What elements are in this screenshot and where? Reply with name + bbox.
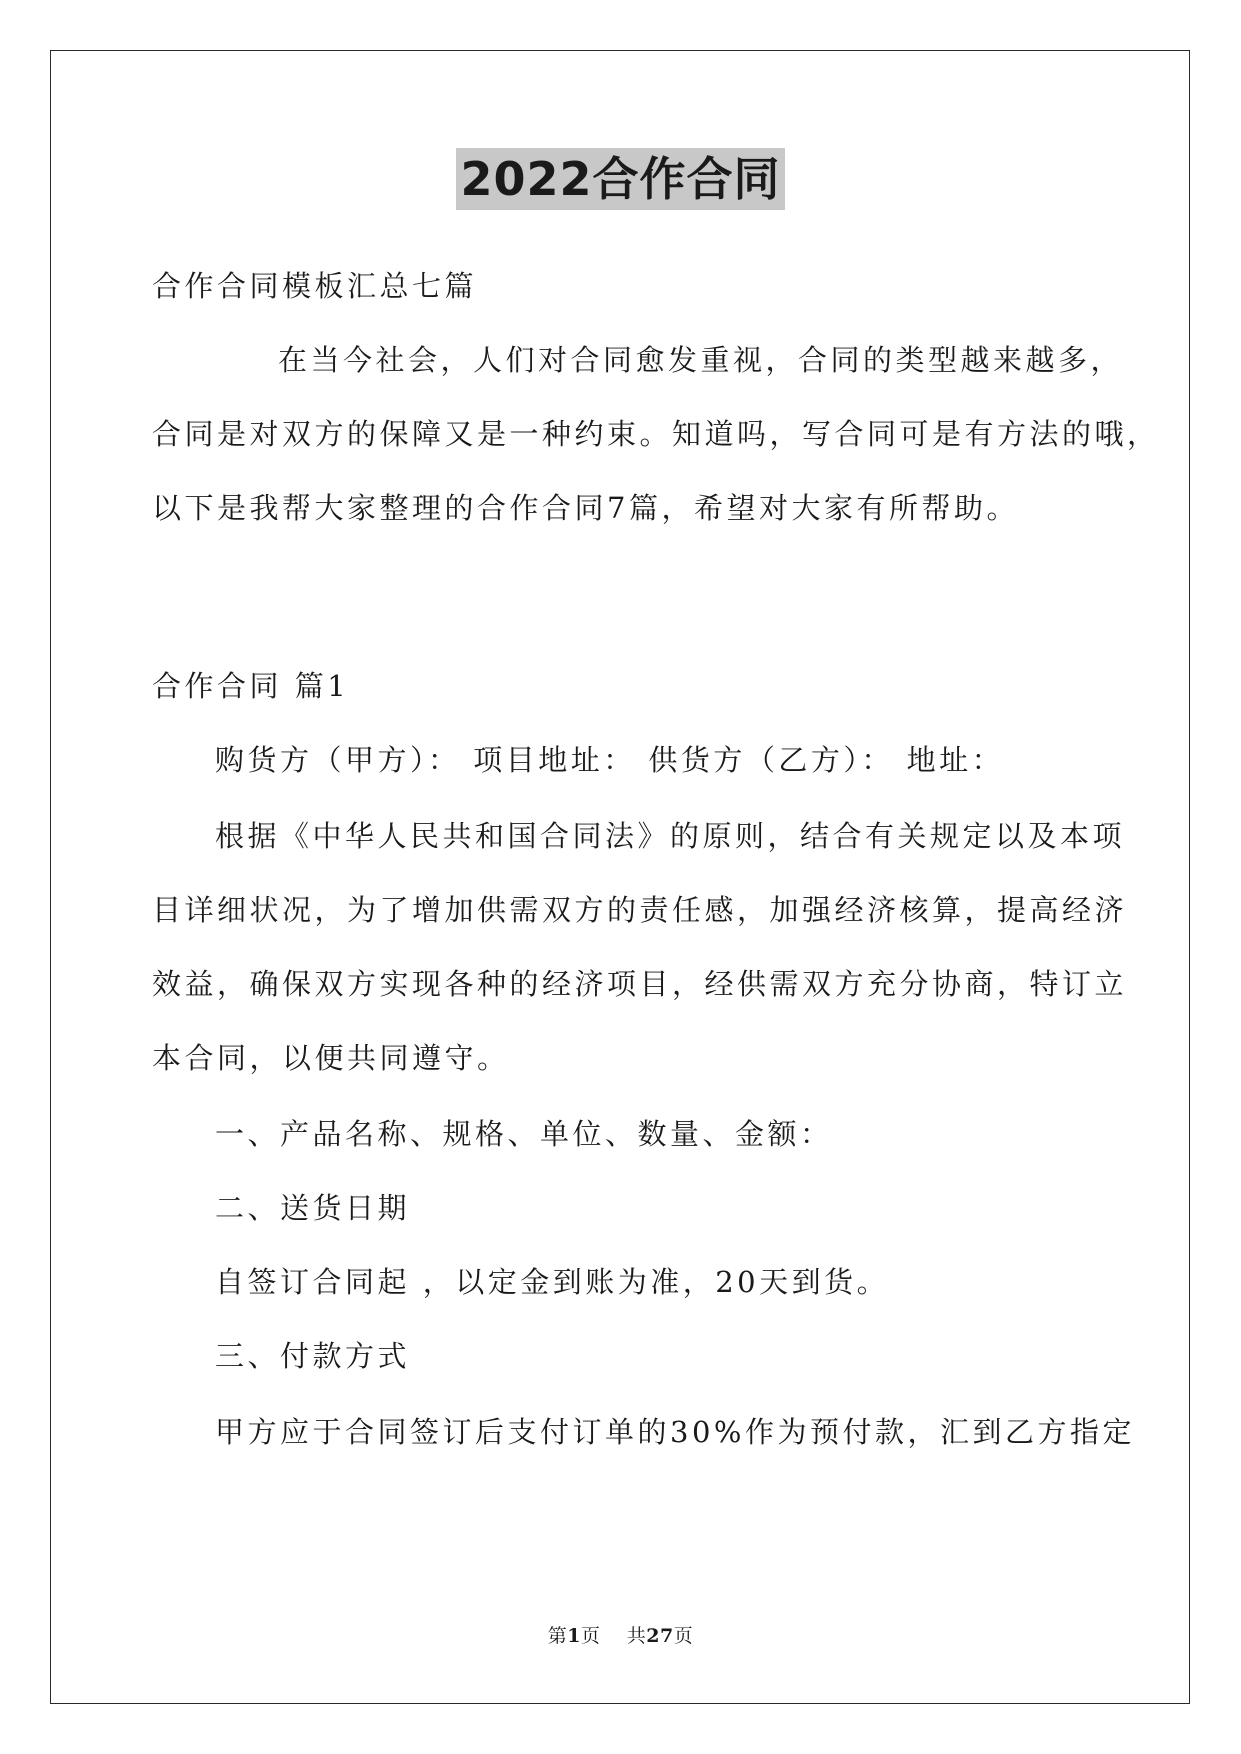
clause-3-heading: 三、付款方式 [215,1339,411,1373]
page-prefix: 第 [547,1625,568,1647]
document-subtitle: 合作合同模板汇总七篇 [152,269,478,303]
total-pages: 27 [646,1625,674,1647]
basis-line-3: 效益，确保双方实现各种的经济项目，经供需双方充分协商，特订立 [152,967,1128,1001]
title-container [0,148,1241,210]
basis-line-1: 根据《中华人民共和国合同法》的原则，结合有关规定以及本项 [215,819,1126,853]
page-number: 1 [567,1625,582,1647]
basis-line-2: 目详细状况，为了增加供需双方的责任感，加强经济核算，提高经济 [152,893,1128,927]
page-footer [0,1623,1241,1649]
intro-line-2: 合同是对双方的保障又是一种约束。知道吗，写合同可是有方法的哦， [152,417,1160,451]
total-suffix: 页 [673,1625,694,1647]
basis-line-4: 本合同，以便共同遵守。 [152,1041,510,1075]
clause-3-text: 甲方应于合同签订后支付订单的30%作为预付款，汇到乙方指定 [215,1415,1135,1449]
clause-1-heading: 一、产品名称、规格、单位、数量、金额： [215,1117,833,1151]
intro-line-3: 以下是我帮大家整理的合作合同7篇，希望对大家有所帮助。 [152,491,1019,525]
total-prefix: 共 [626,1625,647,1647]
intro-line-1: 在当今社会，人们对合同愈发重视，合同的类型越来越多， [278,343,1124,377]
document-title: 2022合作合同 [456,148,784,210]
section-heading: 合作合同 篇1 [152,669,350,703]
clause-2-text: 自签订合同起 ，以定金到账为准，20天到货。 [215,1265,890,1299]
page-suffix: 页 [581,1625,601,1647]
clause-2-heading: 二、送货日期 [215,1191,411,1225]
parties-line: 购货方（甲方）： 项目地址： 供货方（乙方）： 地址： [215,743,1005,777]
